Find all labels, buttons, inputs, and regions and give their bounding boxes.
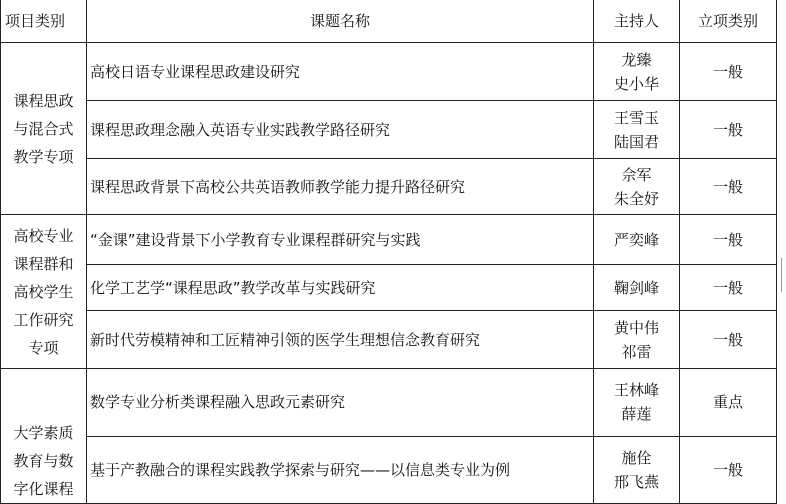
category-line: 教学专项 [13, 147, 74, 166]
host-name: 朱全妤 [613, 189, 659, 208]
title-cell: 化学工艺学“课程思政”教学改革与实践研究 [87, 265, 594, 311]
level-cell: 一般 [680, 436, 777, 504]
level-cell: 重点 [680, 369, 777, 437]
category-line: 字化课程 [13, 480, 74, 498]
title-cell: 基于产教融合的课程实践教学探索与研究——以信息类专业为例 [87, 436, 594, 504]
host-name: 王林峰 [613, 381, 659, 400]
title-cell: 新时代劳模精神和工匠精神引领的医学生理想信念教育研究 [87, 311, 594, 369]
host-name: 施佺 [621, 448, 652, 467]
host-name: 薛莲 [621, 405, 652, 424]
host-cell [594, 43, 680, 101]
level-cell: 一般 [680, 43, 777, 101]
host-name: 严奕峰 [613, 230, 659, 249]
title-cell: 课程思政理念融入英语专业实践教学路径研究 [87, 101, 594, 159]
title-cell: 课程思政背景下高校公共英语教师教学能力提升路径研究 [87, 159, 594, 215]
category-line: 大学素质 [13, 424, 74, 442]
host-cell [594, 369, 680, 437]
title-cell: 数学专业分析类课程融入思政元素研究 [87, 369, 594, 437]
category-line: 课程群和 [13, 254, 74, 273]
category-cell [1, 369, 87, 504]
level-cell: 一般 [680, 101, 777, 159]
host-cell [594, 436, 680, 504]
host-cell [594, 159, 680, 215]
level-cell: 一般 [680, 159, 777, 215]
table-row [1, 159, 777, 215]
table-row [1, 436, 777, 504]
table-row [1, 265, 777, 311]
header-level: 立项类别 [680, 0, 777, 43]
level-cell: 一般 [680, 215, 777, 265]
host-name: 黄中伟 [613, 318, 659, 337]
header-category: 项目类别 [1, 0, 87, 43]
host-name: 佘军 [621, 165, 652, 184]
level-cell: 一般 [680, 265, 777, 311]
category-line: 与混合式 [13, 119, 74, 138]
host-name: 王雪玉 [613, 108, 659, 127]
host-name: 鞠剑峰 [613, 278, 659, 297]
host-name: 邢飞燕 [613, 472, 659, 491]
host-name: 陆国君 [613, 132, 659, 151]
category-line: 工作研究 [13, 310, 74, 329]
category-line: 教育与数 [13, 452, 74, 470]
host-name: 祁雷 [621, 342, 652, 361]
table-row [1, 43, 777, 101]
category-line: 专项 [28, 338, 59, 357]
table-row [1, 101, 777, 159]
category-cell [1, 215, 87, 369]
header-row [1, 0, 777, 43]
host-cell [594, 215, 680, 265]
host-name: 龙臻 [621, 50, 652, 69]
header-host: 主持人 [594, 0, 680, 43]
host-cell [594, 311, 680, 369]
table-row [1, 215, 777, 265]
table-row [1, 311, 777, 369]
header-title: 课题名称 [87, 0, 594, 43]
title-cell: “金课”建设背景下小学教育专业课程群研究与实践 [87, 215, 594, 265]
category-cell [1, 43, 87, 215]
host-cell [594, 101, 680, 159]
window-edge-marker [781, 258, 786, 292]
category-line: 高校学生 [13, 282, 74, 301]
category-line: 高校专业 [13, 226, 74, 245]
host-cell [594, 265, 680, 311]
host-name: 史小华 [613, 74, 659, 93]
title-cell: 高校日语专业课程思政建设研究 [87, 43, 594, 101]
table-row [1, 369, 777, 437]
category-line: 课程思政 [13, 91, 74, 110]
level-cell: 一般 [680, 311, 777, 369]
